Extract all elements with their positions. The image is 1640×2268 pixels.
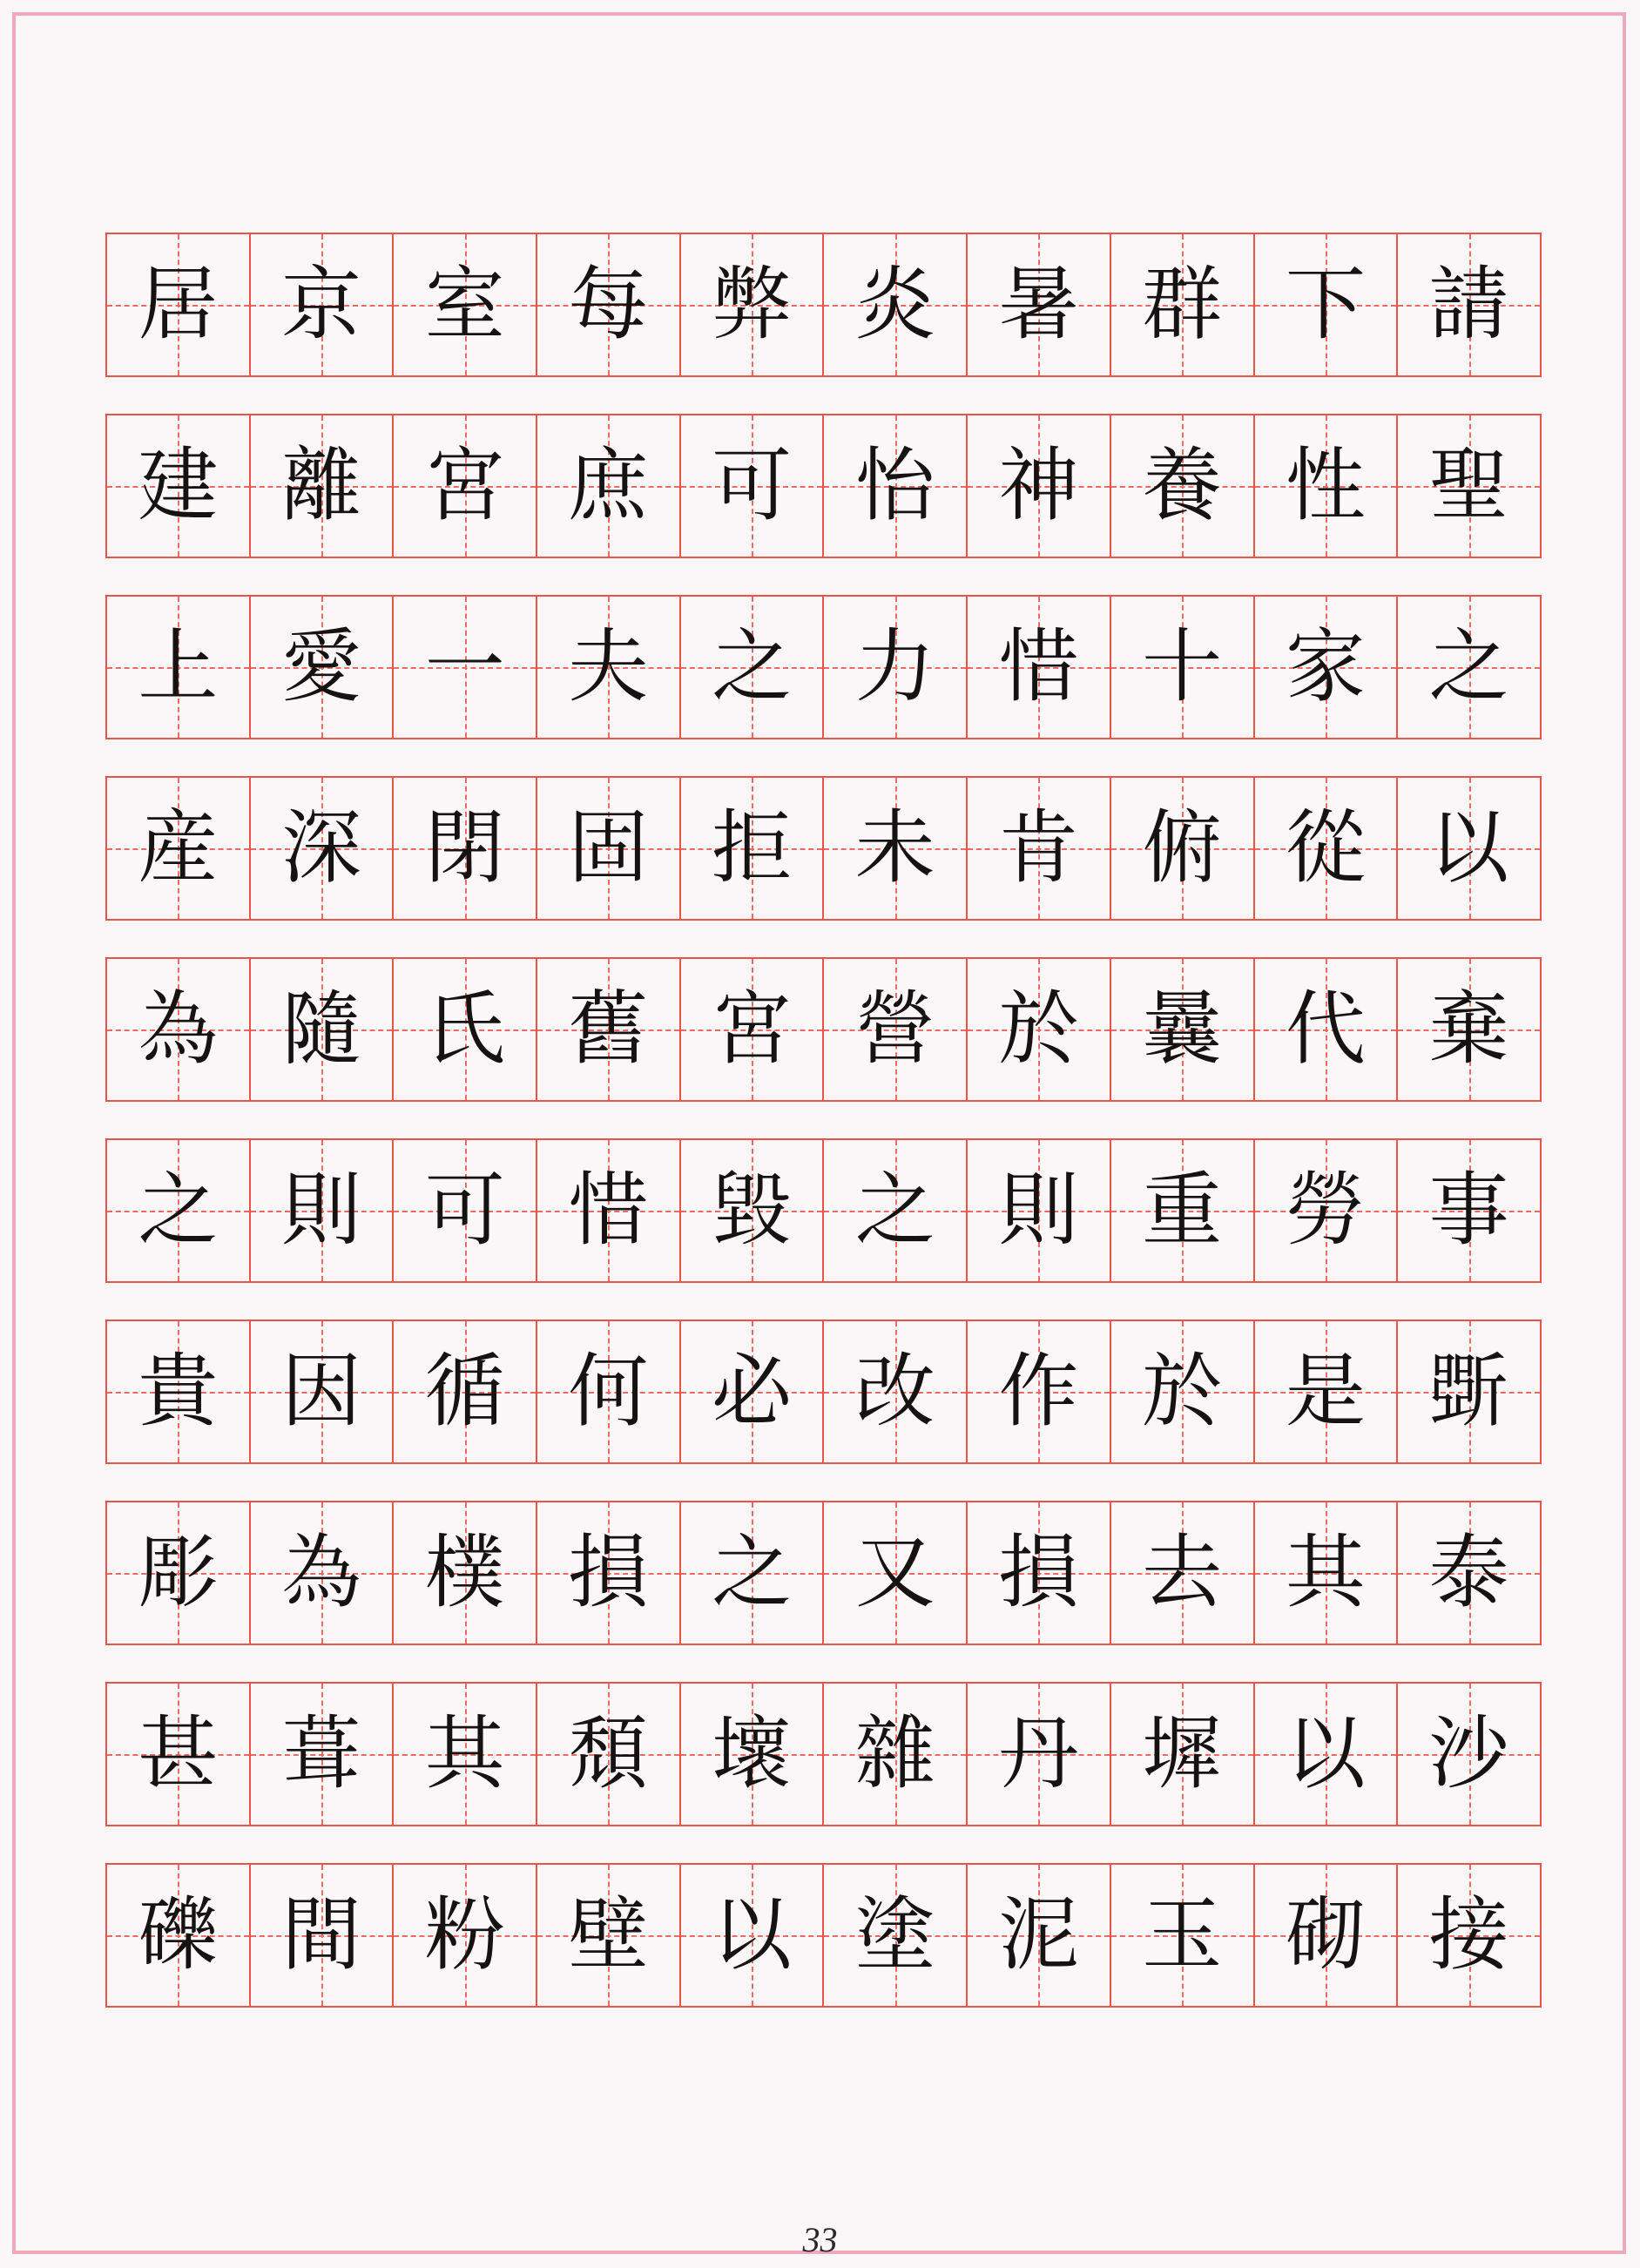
grid-cell bbox=[824, 415, 968, 557]
character: 損 bbox=[568, 1526, 649, 1619]
character: 於 bbox=[998, 982, 1079, 1076]
character: 棄 bbox=[1428, 982, 1509, 1076]
grid-cell bbox=[968, 1502, 1111, 1644]
character: 居 bbox=[138, 258, 219, 351]
character: 墀 bbox=[1142, 1707, 1223, 1800]
grid-cell bbox=[824, 1140, 968, 1281]
grid-row bbox=[105, 1138, 1542, 1283]
grid-cell bbox=[1255, 1140, 1399, 1281]
character: 宮 bbox=[712, 982, 793, 1076]
grid-cell bbox=[107, 1321, 251, 1462]
grid-cell bbox=[1111, 234, 1255, 375]
character: 京 bbox=[281, 258, 362, 351]
character: 一 bbox=[424, 620, 505, 713]
grid-row bbox=[105, 414, 1542, 558]
grid-cell bbox=[107, 234, 251, 375]
character: 必 bbox=[712, 1345, 793, 1438]
grid-cell bbox=[1255, 1865, 1399, 2006]
grid-cell bbox=[537, 415, 681, 557]
grid-cell bbox=[537, 1321, 681, 1462]
grid-cell bbox=[537, 1502, 681, 1644]
grid-cell bbox=[681, 1140, 825, 1281]
grid-cell bbox=[1398, 1865, 1542, 2006]
grid-cell bbox=[824, 1865, 968, 2006]
grid-cell bbox=[824, 1502, 968, 1644]
grid-cell bbox=[968, 778, 1111, 919]
character: 為 bbox=[281, 1526, 362, 1619]
character: 壞 bbox=[712, 1707, 793, 1800]
character: 深 bbox=[281, 801, 362, 894]
grid-cell bbox=[681, 1865, 825, 2006]
grid-cell bbox=[394, 959, 537, 1100]
grid-cell bbox=[251, 1865, 395, 2006]
character: 毀 bbox=[712, 1164, 793, 1257]
character: 玉 bbox=[1142, 1888, 1223, 1981]
grid-cell bbox=[824, 597, 968, 738]
grid-cell bbox=[251, 1502, 395, 1644]
character: 甚 bbox=[138, 1707, 219, 1800]
character: 粉 bbox=[424, 1888, 505, 1981]
grid-cell bbox=[968, 1321, 1111, 1462]
character: 宮 bbox=[424, 439, 505, 532]
character: 肯 bbox=[998, 801, 1079, 894]
character: 舊 bbox=[568, 982, 649, 1076]
grid-cell bbox=[1398, 1140, 1542, 1281]
grid-cell bbox=[1111, 1684, 1255, 1825]
grid-cell bbox=[1255, 415, 1399, 557]
character: 以 bbox=[1428, 801, 1509, 894]
character: 庶 bbox=[568, 439, 649, 532]
grid-row bbox=[105, 957, 1542, 1102]
character: 因 bbox=[281, 1345, 362, 1438]
grid-cell bbox=[1255, 1321, 1399, 1462]
character: 何 bbox=[568, 1345, 649, 1438]
character: 間 bbox=[281, 1888, 362, 1981]
character: 則 bbox=[281, 1164, 362, 1257]
character: 可 bbox=[712, 439, 793, 532]
character: 曩 bbox=[1142, 982, 1223, 1076]
character: 作 bbox=[998, 1345, 1079, 1438]
character: 養 bbox=[1142, 439, 1223, 532]
grid-cell bbox=[107, 597, 251, 738]
character: 拒 bbox=[712, 801, 793, 894]
grid-cell bbox=[1111, 1502, 1255, 1644]
grid-cell bbox=[681, 1502, 825, 1644]
character: 是 bbox=[1285, 1345, 1366, 1438]
grid-cell bbox=[968, 1140, 1111, 1281]
character: 離 bbox=[281, 439, 362, 532]
character: 彫 bbox=[138, 1526, 219, 1619]
character: 之 bbox=[1428, 620, 1509, 713]
grid-cell bbox=[537, 234, 681, 375]
grid-cell bbox=[394, 1684, 537, 1825]
character: 於 bbox=[1142, 1345, 1223, 1438]
grid-cell bbox=[1398, 1684, 1542, 1825]
character: 從 bbox=[1285, 801, 1366, 894]
grid-cell bbox=[394, 597, 537, 738]
character: 礫 bbox=[138, 1888, 219, 1981]
character: 泥 bbox=[998, 1888, 1079, 1981]
character: 十 bbox=[1142, 620, 1223, 713]
grid-cell bbox=[1255, 959, 1399, 1100]
grid-cell bbox=[251, 1140, 395, 1281]
character: 為 bbox=[138, 982, 219, 1076]
grid-cell bbox=[537, 597, 681, 738]
page-number: 33 bbox=[802, 2220, 838, 2259]
character: 之 bbox=[138, 1164, 219, 1257]
character: 代 bbox=[1285, 982, 1366, 1076]
grid-cell bbox=[681, 597, 825, 738]
character: 循 bbox=[424, 1345, 505, 1438]
grid-cell bbox=[968, 1684, 1111, 1825]
grid-cell bbox=[107, 778, 251, 919]
grid-cell bbox=[107, 415, 251, 557]
grid-cell bbox=[107, 1684, 251, 1825]
character: 葺 bbox=[281, 1707, 362, 1800]
grid-cell bbox=[537, 1865, 681, 2006]
grid-cell bbox=[1111, 778, 1255, 919]
character: 雜 bbox=[854, 1707, 935, 1800]
grid-cell bbox=[394, 1865, 537, 2006]
grid-cell bbox=[968, 234, 1111, 375]
character: 愛 bbox=[281, 620, 362, 713]
character: 營 bbox=[854, 982, 935, 1076]
character: 樸 bbox=[424, 1526, 505, 1619]
grid-cell bbox=[251, 234, 395, 375]
grid-cell bbox=[251, 1684, 395, 1825]
character: 俯 bbox=[1142, 801, 1223, 894]
character: 室 bbox=[424, 258, 505, 351]
character: 重 bbox=[1142, 1164, 1223, 1257]
character: 之 bbox=[712, 1526, 793, 1619]
grid-cell bbox=[251, 778, 395, 919]
character: 下 bbox=[1285, 258, 1366, 351]
grid-cell bbox=[251, 597, 395, 738]
grid-cell bbox=[537, 1140, 681, 1281]
grid-cell bbox=[824, 959, 968, 1100]
character: 沙 bbox=[1428, 1707, 1509, 1800]
grid-cell bbox=[1111, 597, 1255, 738]
grid-cell bbox=[824, 778, 968, 919]
grid-row bbox=[105, 1501, 1542, 1645]
character: 建 bbox=[138, 439, 219, 532]
character: 産 bbox=[138, 801, 219, 894]
grid-cell bbox=[824, 1684, 968, 1825]
character: 接 bbox=[1428, 1888, 1509, 1981]
character: 怡 bbox=[854, 439, 935, 532]
character: 貴 bbox=[138, 1345, 219, 1438]
character: 聖 bbox=[1428, 439, 1509, 532]
grid-cell bbox=[968, 959, 1111, 1100]
grid-cell bbox=[681, 1684, 825, 1825]
character: 未 bbox=[854, 801, 935, 894]
character: 惜 bbox=[998, 620, 1079, 713]
character: 隨 bbox=[281, 982, 362, 1076]
grid-cell bbox=[681, 959, 825, 1100]
grid-cell bbox=[394, 1502, 537, 1644]
character: 壁 bbox=[568, 1888, 649, 1981]
grid-cell bbox=[251, 1321, 395, 1462]
grid-row bbox=[105, 1320, 1542, 1464]
grid-cell bbox=[1111, 1865, 1255, 2006]
grid-cell bbox=[681, 778, 825, 919]
grid-cell bbox=[394, 415, 537, 557]
character: 損 bbox=[998, 1526, 1079, 1619]
character: 其 bbox=[424, 1707, 505, 1800]
grid-cell bbox=[1398, 959, 1542, 1100]
character: 請 bbox=[1428, 258, 1509, 351]
grid-cell bbox=[1398, 778, 1542, 919]
grid-cell bbox=[681, 1321, 825, 1462]
character: 頹 bbox=[568, 1707, 649, 1800]
grid-cell bbox=[1255, 778, 1399, 919]
grid-cell bbox=[537, 959, 681, 1100]
grid-cell bbox=[537, 1684, 681, 1825]
grid-cell bbox=[394, 778, 537, 919]
character: 弊 bbox=[712, 258, 793, 351]
grid-row bbox=[105, 1863, 1542, 2008]
grid-row bbox=[105, 1682, 1542, 1826]
grid-cell bbox=[681, 415, 825, 557]
character: 勞 bbox=[1285, 1164, 1366, 1257]
grid-cell bbox=[107, 1140, 251, 1281]
grid-cell bbox=[824, 234, 968, 375]
grid-cell bbox=[1398, 597, 1542, 738]
grid-cell bbox=[107, 1865, 251, 2006]
grid-cell bbox=[1255, 597, 1399, 738]
grid-cell bbox=[1255, 234, 1399, 375]
character: 閉 bbox=[424, 801, 505, 894]
character: 泰 bbox=[1428, 1526, 1509, 1619]
character: 惜 bbox=[568, 1164, 649, 1257]
character: 神 bbox=[998, 439, 1079, 532]
character: 炎 bbox=[854, 258, 935, 351]
grid-cell bbox=[1111, 1321, 1255, 1462]
practice-grid bbox=[105, 233, 1542, 2008]
character: 斲 bbox=[1428, 1345, 1509, 1438]
character: 固 bbox=[568, 801, 649, 894]
grid-cell bbox=[1111, 1140, 1255, 1281]
character: 上 bbox=[138, 620, 219, 713]
character: 力 bbox=[854, 620, 935, 713]
character: 每 bbox=[568, 258, 649, 351]
character: 群 bbox=[1142, 258, 1223, 351]
grid-cell bbox=[1398, 234, 1542, 375]
grid-cell bbox=[968, 1865, 1111, 2006]
character: 其 bbox=[1285, 1526, 1366, 1619]
character: 性 bbox=[1285, 439, 1366, 532]
grid-cell bbox=[251, 415, 395, 557]
grid-cell bbox=[1111, 959, 1255, 1100]
grid-cell bbox=[251, 959, 395, 1100]
grid-cell bbox=[394, 1140, 537, 1281]
character: 丹 bbox=[998, 1707, 1079, 1800]
character: 氏 bbox=[424, 982, 505, 1076]
character: 則 bbox=[998, 1164, 1079, 1257]
grid-row bbox=[105, 233, 1542, 377]
character: 事 bbox=[1428, 1164, 1509, 1257]
character: 以 bbox=[1285, 1707, 1366, 1800]
grid-cell bbox=[968, 597, 1111, 738]
grid-cell bbox=[394, 234, 537, 375]
grid-cell bbox=[1398, 415, 1542, 557]
grid-cell bbox=[1398, 1321, 1542, 1462]
grid-cell bbox=[968, 415, 1111, 557]
grid-cell bbox=[681, 234, 825, 375]
grid-cell bbox=[1398, 1502, 1542, 1644]
character: 砌 bbox=[1285, 1888, 1366, 1981]
character: 去 bbox=[1142, 1526, 1223, 1619]
grid-cell bbox=[107, 959, 251, 1100]
grid-cell bbox=[394, 1321, 537, 1462]
character: 暑 bbox=[998, 258, 1079, 351]
grid-cell bbox=[1111, 415, 1255, 557]
character: 以 bbox=[712, 1888, 793, 1981]
character: 改 bbox=[854, 1345, 935, 1438]
character: 可 bbox=[424, 1164, 505, 1257]
character: 夫 bbox=[568, 620, 649, 713]
character: 家 bbox=[1285, 620, 1366, 713]
grid-cell bbox=[107, 1502, 251, 1644]
grid-cell bbox=[1255, 1502, 1399, 1644]
character: 又 bbox=[854, 1526, 935, 1619]
character: 塗 bbox=[854, 1888, 935, 1981]
grid-row bbox=[105, 595, 1542, 739]
grid-cell bbox=[1255, 1684, 1399, 1825]
grid-cell bbox=[824, 1321, 968, 1462]
character: 之 bbox=[712, 620, 793, 713]
grid-row bbox=[105, 776, 1542, 921]
character: 之 bbox=[854, 1164, 935, 1257]
grid-cell bbox=[537, 778, 681, 919]
